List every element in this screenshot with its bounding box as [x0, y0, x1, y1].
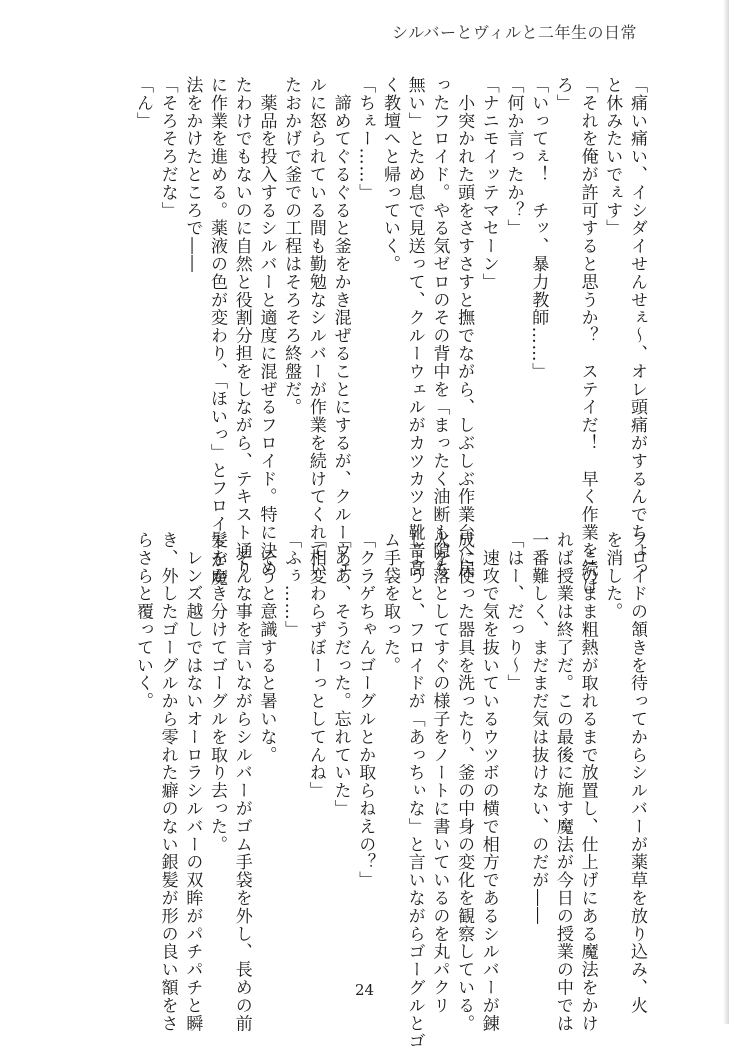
text-line: しようと、フロイドが「あっちぃな」と言いながらゴーグルとゴ — [404, 531, 425, 1050]
text-line: ったフロイド。やる気ゼロのその背中を「まったく油断も隙も — [429, 76, 450, 578]
text-line: に作業を進める。薬液の色が変わり、「ほいっ」とフロイドが魔 — [207, 76, 228, 587]
text-line: 「ナニモイッテマセーン」 — [478, 76, 499, 291]
text-line: ム手袋を取った。 — [379, 531, 400, 675]
text-line: き、外したゴーグルから零れた癖のない銀髪が形の良い額をさ — [157, 531, 178, 1033]
page-edge-shadow — [723, 0, 729, 1024]
text-line: 速攻で気を抜いているウツボの横で相方であるシルバーが錬 — [478, 531, 499, 1033]
text-line: 成に使った器具を洗ったり、釜の中身の変化を観察している。 — [454, 531, 475, 1033]
text-line: 「ちぇー……」 — [355, 76, 376, 202]
text-line: らさらと覆っていく。 — [132, 531, 153, 710]
text-line: 一番難しく、まだまだ気は抜けない、のだが―― — [528, 531, 549, 925]
text-line: 火を落としてすぐの様子をノートに書いているのを丸パクリ — [429, 531, 450, 1015]
text-line: 諦めてぐるぐると釜をかき混ぜることにするが、クルーウェ — [330, 76, 351, 578]
text-line: そうと意識すると暑いな。 — [256, 531, 277, 764]
text-line: 髪をかき分けてゴーグルを取り去った。 — [207, 531, 228, 854]
text-line: 「痛い痛い、イシダイせんせぇ～、オレ頭痛がするんでちょっ — [627, 76, 647, 578]
text-line: を消した。 — [602, 531, 623, 621]
text-line: 「クラゲちゃんゴーグルとか取らねえの？」 — [355, 531, 376, 889]
text-line: 「それを俺が許可すると思うか？ ステイだ！ 早く作業を続け — [577, 76, 598, 596]
text-line: フロイドの頷きを待ってからシルバーが薬草を放り込み、火 — [627, 531, 647, 1015]
text-line: レンズ越しではないオーロラシルバーの双眸がパチパチと瞬 — [182, 531, 203, 1033]
text-line: 「はー、だっり～」 — [503, 531, 524, 693]
text-line: 無い」とため息で見送って、クルーウェルがカツカツと靴音高 — [404, 76, 425, 578]
text-line: く教壇へと帰っていく。 — [379, 76, 400, 273]
text-line: 「ああ、そうだった。忘れていた」 — [330, 531, 351, 818]
text-line: と休みたいでぇす」 — [602, 76, 623, 238]
text-line: 「相変わらずぼーっとしてんね」 — [305, 531, 326, 800]
text-line: 「そろそろだな」 — [157, 76, 178, 220]
text-line: 「ん」 — [132, 76, 153, 130]
text-line: れば授業は終了だ。この最後に施す魔法が今日の授業の中では — [552, 531, 573, 1033]
text-line: このまま粗熱が取れるまで放置し、仕上げにある魔法をかけ — [577, 531, 598, 1033]
text-line: たわけでもないのに自然と役割分担をしながら、テキスト通り — [231, 76, 252, 578]
text-line: 薬品を投入するシルバーと適度に混ぜるフロイド。特に決め — [256, 76, 277, 578]
text-line: 「何か言ったか？」 — [503, 76, 524, 238]
text-line: そんな事を言いながらシルバーがゴム手袋を外し、長めの前 — [231, 531, 252, 1033]
text-line: 「ふぅ……」 — [281, 531, 302, 639]
text-line: ルに怒られている間も勤勉なシルバーが作業を続けてくれてい — [305, 76, 326, 578]
text-line: 小突かれた頭をさすさすと撫でながら、しぶしぶ作業台へ戻 — [454, 76, 475, 578]
text-line: たおかげで釜での工程はそろそろ終盤だ。 — [281, 76, 302, 417]
text-line: 法をかけたところで―― — [182, 76, 203, 273]
text-line: ろ」 — [552, 76, 573, 112]
text-line: 「いってぇ！ チッ、暴力教師……」 — [528, 76, 549, 381]
running-header: シルバーとヴィルと二年生の日常 — [391, 23, 637, 42]
page-number: 24 — [354, 981, 375, 999]
